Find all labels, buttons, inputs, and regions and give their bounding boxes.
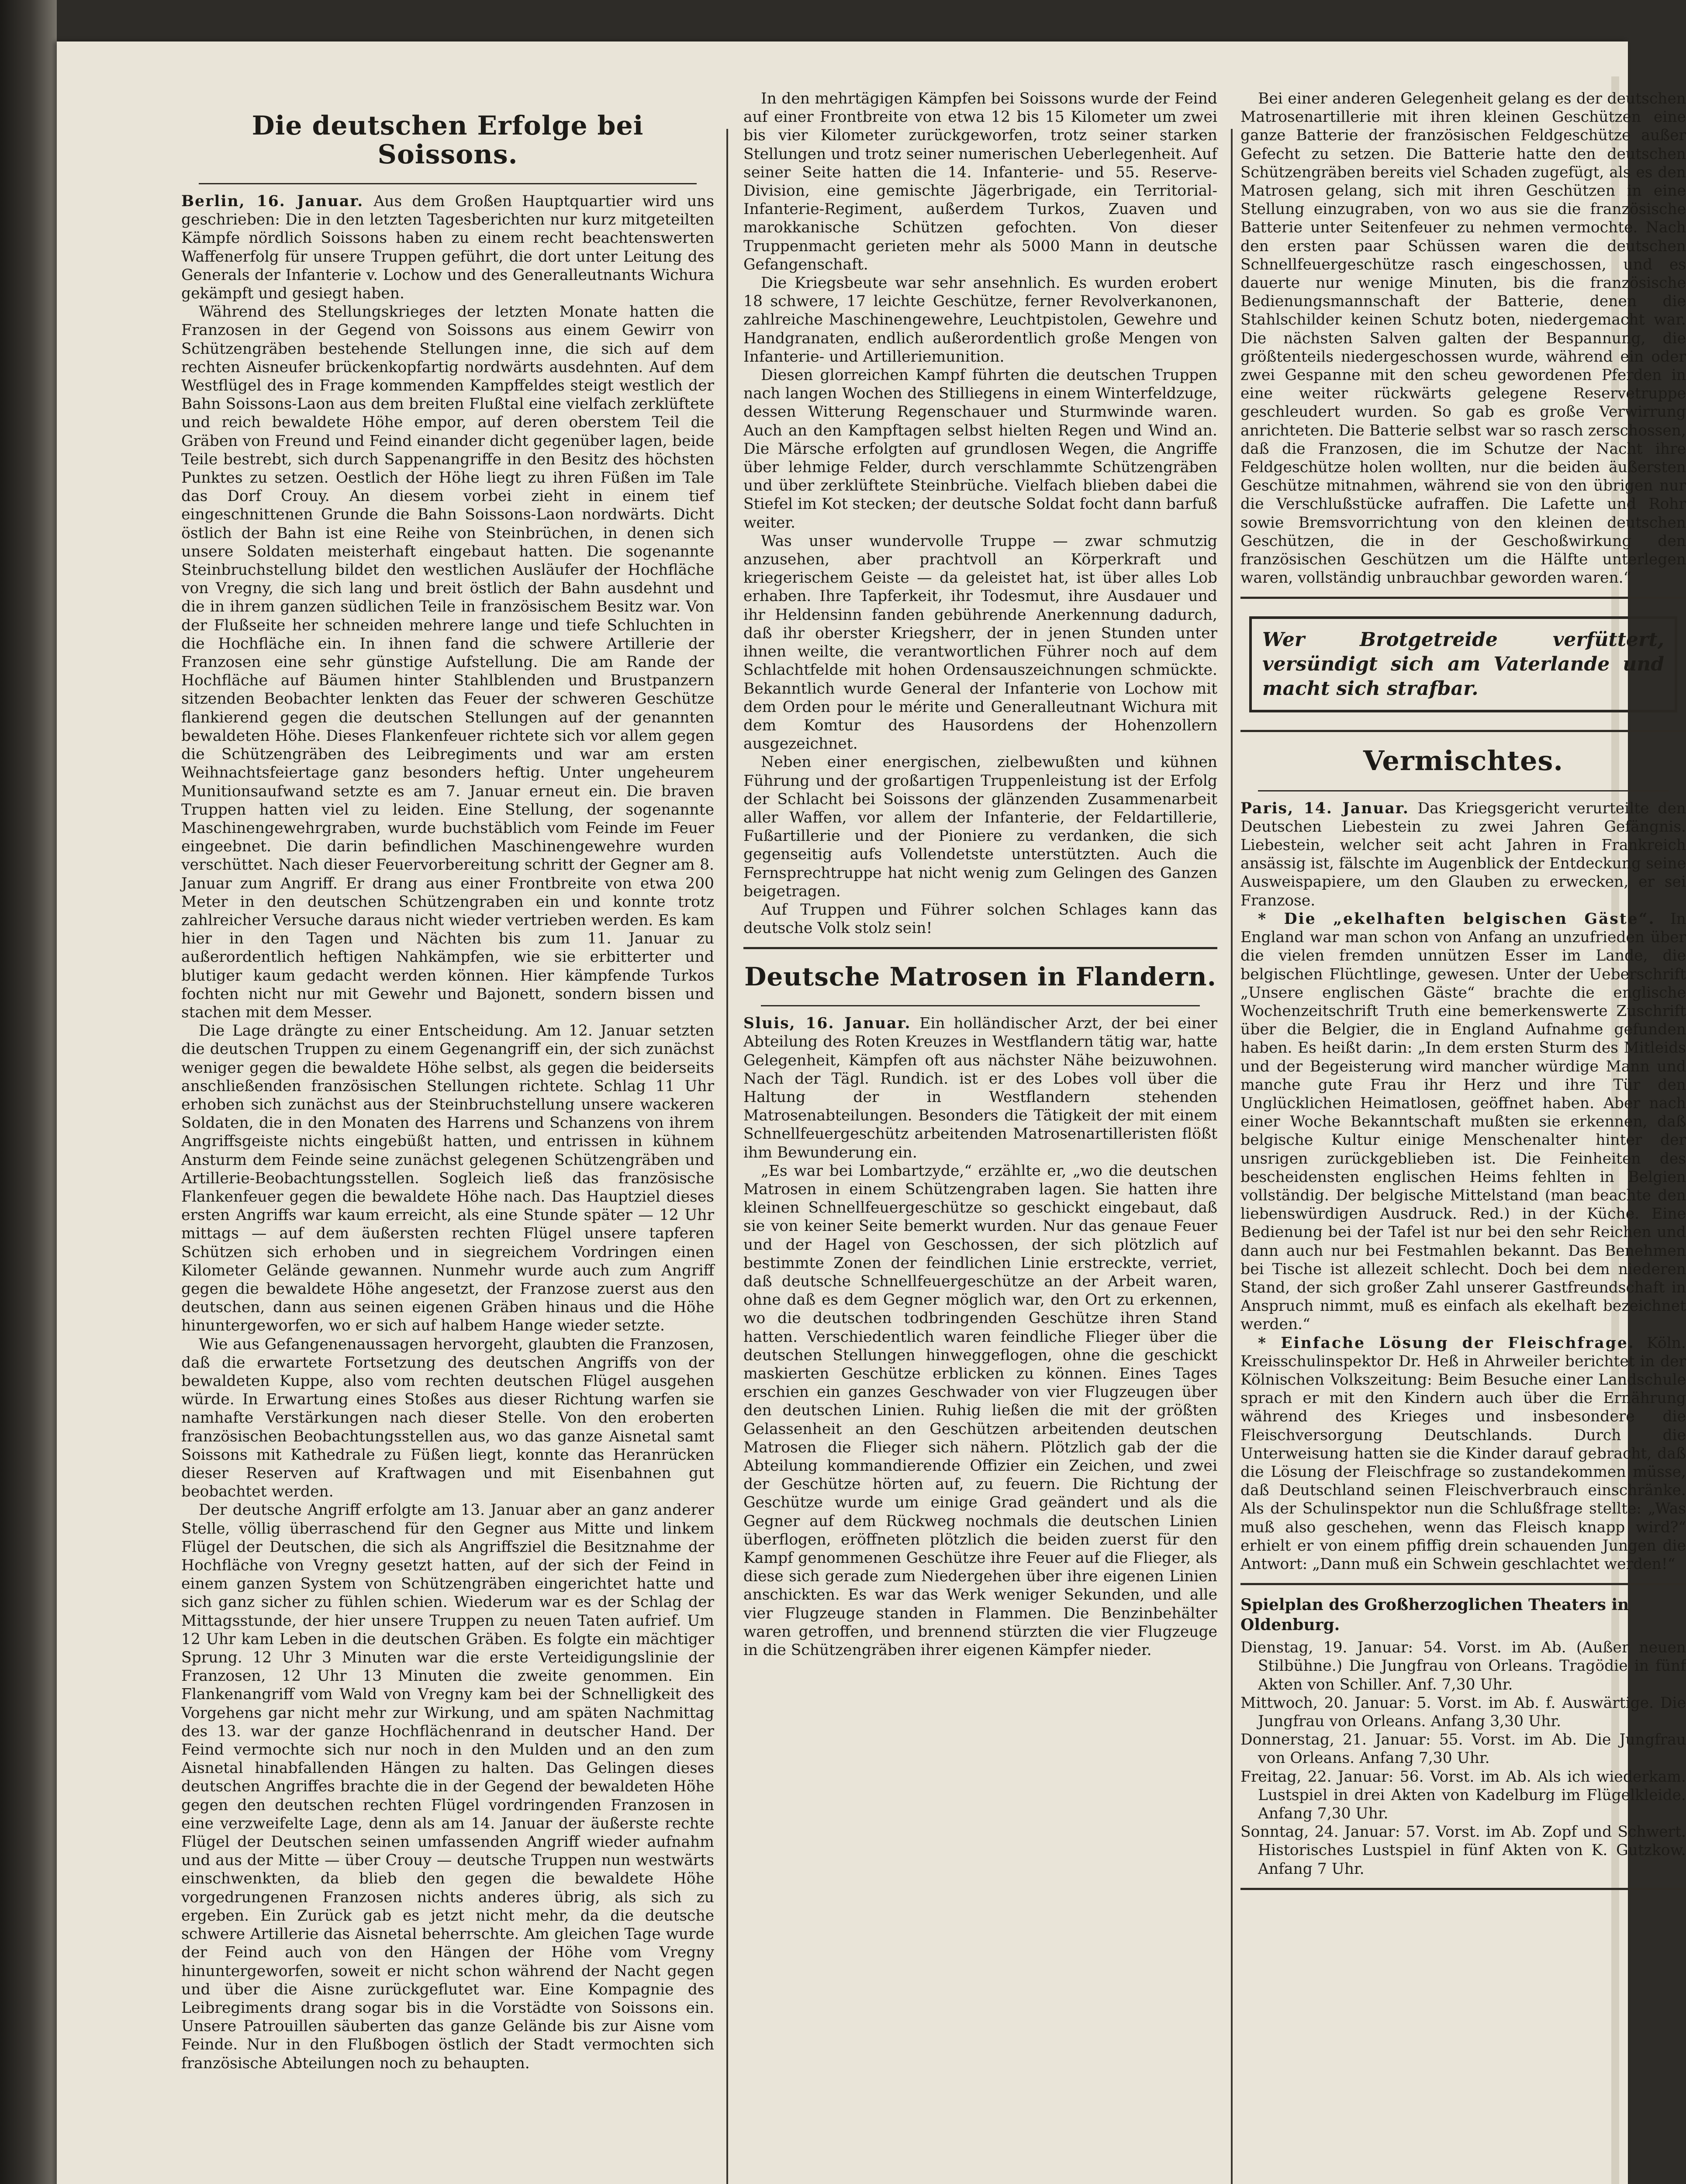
paragraph-text: Aus dem Großen Hauptquartier wird uns geschrieben: Die in den letzten Tagesberichten nur kurz mitgeteilten Kämpfe nördlich Soissons haben zu einem recht beachtenswerten Waffenerfolg für unsere Truppen geführt, die dort unter Leitung des Generals der Infanterie v. Lochow und des Generalleutnants Wichura gekämpft und gesiegt haben. [181,193,714,303]
article-paragraph: In den mehrtägigen Kämpfen bei Soissons wurde der Feind auf einer Frontbreite von etwa 12 bis 15 Kilometer um zwei bis vier Kilometer zurückgeworfen, trotz seiner starken Stellungen und trotz seiner numerischen Ueberlegenheit. Auf seiner Seite hatten die 14. Infanterie- und 55. Reserve-Division, eine gemischte Jägerbrigade, ein Territorial-Infanterie-Regiment, außerdem Turkos, Zuaven und marokkanische Schützen gefochten. Von dieser Truppenmacht gerieten mehr als 5000 Mann in deutsche Gefangenschaft. [743,90,1217,273]
column-rule [1231,129,1233,2184]
paragraph-text: Ein holländischer Arzt, der bei einer Abteilung des Roten Kreuzes in Westflandern tätig war, hatte Gelegenheit, Kämpfen oft aus nächster Nähe beizuwohnen. Nach der Tägl. Rundich. ist er des Lobes voll über die Haltung der in Westflandern stehenden Matrosenabteilungen. Besonders die Tätigkeit der mit einem Schnellfeuergeschütz arbeitenden Matrosenartilleristen flößt ihm Bewunderung ein. [743,1015,1218,1161]
column-2 [743,90,1217,2184]
divider [1240,730,1686,732]
article-paragraph [181,192,714,303]
column-1 [181,90,714,2184]
dateline: Berlin, 16. Januar. [181,193,364,210]
divider [1240,597,1686,599]
theater-entry: Mittwoch, 20. Januar: 5. Vorst. im Ab. f. Auswärtige. Die Jungfrau von Orleans. Anfang 3,30 Uhr. [1240,1694,1686,1731]
notice-box: Wer Brotgetreide verfüttert, versündigt sich am Vaterlande und macht sich strafbar. [1249,616,1677,712]
article-paragraph: Die Kriegsbeute war sehr ansehnlich. Es wurden erobert 18 schwere, 17 leichte Geschütze, ferner Revolverkanonen, zahlreiche Maschinengewehre, Leuchtpistolen, Gewehre und Handgranaten, endlich außerordentlich große Mengen von Infanterie- und Artilleriemunition. [743,274,1217,366]
article-headline: Die deutschen Erfolge bei Soissons. [252,111,644,170]
article-paragraph: Der deutsche Angriff erfolgte am 13. Januar aber an ganz anderer Stelle, völlig überraschend für den Gegner aus Mitte und linkem Flügel der Deutschen, die sich als Angriffsziel die Besitznahme der Hochfläche von Vregny gesetzt hatten, auf der sich der Feind in einem ganzen System von Schützengräben eingerichtet hatte und sich ganz sicher zu fühlen schien. Wiederum war es der Schlag der Mittagsstunde, der hier unsere Truppen zu neuen Taten aufrief. Um 12 Uhr kam Leben in die deutschen Gräben. Es folgte ein mächtiger Sprung. 12 Uhr 3 Minuten war die erste Verteidigungslinie der Franzosen, 12 Uhr 13 Minuten die zweite genommen. Ein Flankenangriff vom Wald von Vregny kam bei der Schnelligkeit des Vorgehens gar nicht mehr zur Wirkung, und am späten Nachmittag des 13. war der ganze Hochflächenrand in deutscher Hand. Der Feind vermochte sich nur noch in den Mulden und an den zum Aisnetal hinabfallenden Hängen zu halten. Das Gelingen dieses deutschen Angriffes brachte die in der Gegend der bewaldeten Höhe gegen den deutschen rechten Flügel vordringenden Franzosen in eine verzweifelte Lage, denn als am 14. Januar der äußerste rechte Flügel der Deutschen seinen umfassenden Angriff wieder aufnahm und aus der Mitte — über Crouy — deutsche Truppen nun westwärts einschwenkten, da blieb den gegen die bewaldete Höhe vorgedrungenen Franzosen nichts anderes übrig, als sich zu ergeben. Ein Zurück gab es jetzt nicht mehr, da die deutsche schwere Artillerie das Aisnetal beherrschte. Am gleichen Tage wurde der Feind auch von den Hängen der Höhe vom Vregny hinuntergeworfen, soweit er nicht schon während der Nacht gegen und über die Aisne zurückgeflutet war. Eine Kompagnie des Leibregiments drang sogar bis in die Vorstädte von Soissons ein. Unsere Patrouillen säuberten das ganze Gelände bis zur Aisne vom Feinde. Nur in den Flußbogen östlich der Stadt vermochten sich französische Abteilungen noch zu behaupten. [181,1501,714,2072]
theater-entry: Sonntag, 24. Januar: 57. Vorst. im Ab. Zopf und Schwert. Historisches Lustspiel in fünf Akten von K. Gutzkow. Anfang 7 Uhr. [1240,1823,1686,1878]
article-paragraph: Diesen glorreichen Kampf führten die deutschen Truppen nach langen Wochen des Stilliegens in einem Winterfeldzuge, dessen Witterung Regenschauer und Sturmwinde waren. Auch an den Kampftagen selbst hielten Regen und Wind an. Die Märsche erfolgten auf grundlosen Wegen, die Angriffe über lehmige Felder, durch verschlammte Schützengräben und über zerklüftete Steinbrüche. Vielfach blieben dabei die Stiefel im Kot stecken; der deutsche Soldat focht dann barfuß weiter. [743,366,1217,532]
article-paragraph: Neben einer energischen, zielbewußten und kühnen Führung und der großartigen Truppenleistung ist der Erfolg der Schlacht bei Soissons der glänzenden Zusammenarbeit aller Waffen, vor allem der Infanterie, der Feldartillerie, Fußartillerie und der Pioniere zu verdanken, die sich gegenseitig aufs Vollendetste unterstützten. Auch die Fernsprechtruppe hat nicht wenig zum Gelingen des Ganzen beigetragen. [743,753,1217,900]
theater-entry: Donnerstag, 21. Januar: 55. Vorst. im Ab. Die Jungfrau von Orleans. Anfang 7,30 Uhr. [1240,1731,1686,1767]
article-paragraph [1240,910,1686,1334]
article-paragraph: Auf Truppen und Führer solchen Schlages kann das deutsche Volk stolz sein! [743,901,1217,937]
section-headline: Vermischtes. [1363,745,1563,777]
divider [1240,1583,1686,1585]
divider [1240,1888,1686,1890]
dateline: Sluis, 16. Januar. [743,1015,911,1033]
article-headline: Deutsche Matrosen in Flandern. [744,962,1216,992]
theater-entry: Dienstag, 19. Januar: 54. Vorst. im Ab. (Außer neuen Stilbühne.) Die Jungfrau von Orleans. Tragödie in fünf Akten von Schiller. Anf. 7,30 Uhr. [1240,1639,1686,1693]
article-paragraph: Während des Stellungskrieges der letzten Monate hatten die Franzosen in der Gegend von Soissons aus einem Gewirr von Schützengräben bestehende Stellungen inne, die sich auf dem rechten Aisneufer brückenkopfartig nordwärts ausdehnten. Auf dem Westflügel des in Frage kommenden Kampffeldes steigt westlich der Bahn Soissons-Laon aus dem breiten Flußtal eine vielfach zerklüftete und reich bewaldete Höhe empor, auf deren oberstem Teil die Gräben von Freund und Feind einander dicht gegenüber lagen, beide Teile bestrebt, sich durch Sappenangriffe in den Besitz des höchsten Punktes zu setzen. Oestlich der Höhe liegt zu ihren Füßen im Tale das Dorf Crouy. An diesem vorbei zieht in einem tief eingeschnittenen Grunde die Bahn Soissons-Laon nordwärts. Dicht östlich der Bahn ist eine Reihe von Steinbrüchen, in denen sich unsere Soldaten meisterhaft eingebaut hatten. Die sogenannte Steinbruchstellung bildet den westlichen Ausläufer der Hochfläche von Vregny, die sich lang und breit östlich der Bahn ausdehnt und die in ihrem ganzen südlichen Teile in französischem Besitz war. Von der Flußseite her schneiden mehrere lange und tiefe Schluchten in die Hochfläche ein. In ihnen fand die schwere Artillerie der Franzosen eine sehr günstige Aufstellung. Die am Rande der Hochfläche auf Bäumen hinter Stahlblenden und Brustpanzern sitzenden Beobachter lenkten das Feuer der schweren Geschütze flankierend gegen die deutschen Stellungen auf der genannten bewaldeten Höhe. Dieses Flankenfeuer richtete sich vor allem gegen die Schützengräben des Leibregiments und war am ersten Weihnachtsfeiertage ganz besonders heftig. Unter ungeheurem Munitionsaufwand setzte es am 7. Januar erneut ein. Die braven Truppen hatten viel zu leiden. Eine Stellung, der sogenannte Maschinengewehrgraben, wurde buchstäblich vom Feinde im Feuer eingeebnet. Die darin befindlichen Maschinengewehre wurden verschüttet. Nach dieser Feuervorbereitung schritt der Gegner am 8. Januar zum Angriff. Er drang aus einer Frontbreite von etwa 200 Meter in den deutschen Schützengraben ein und konnte trotz zahlreicher Versuche daraus nicht wieder vertrieben werden. Es kam hier in den Tagen und Nächten bis zum 11. Januar zu außerordentlich heftigen Nahkämpfen, wie sie erbitterter und blutiger kaum gedacht werden können. Hier kämpfende Turkos fochten nicht nur mit Gewehr und Bajonett, sondern bissen und stachen mit dem Messer. [181,303,714,1021]
column-rule [726,129,728,2184]
article-paragraph: Was unser wundervolle Truppe — zwar schmutzig anzusehen, aber prachtvoll an Körperkraft und kriegerischem Geiste — da geleistet hat, ist über alles Lob erhaben. Ihre Tapferkeit, ihr Todesmut, ihre Ausdauer und ihr Heldensinn fanden gebührende Anerkennung dadurch, daß ihr oberster Kriegsherr, der in jenen Stunden unter ihnen weilte, die verantwortlichen Führer noch auf dem Schlachtfelde mit hohen Ordensauszeichnungen schmückte. Bekanntlich wurde General der Infanterie von Lochow mit dem Orden pour le mérite und Generalleutnant Wichura mit dem Komtur des Hausordens der Hohenzollern ausgezeichnet. [743,532,1217,753]
article-paragraph: Wie aus Gefangenenaussagen hervorgeht, glaubten die Franzosen, daß die erwartete Fortsetzung des deutschen Angriffs von der bewaldeten Kuppe, also vom rechten deutschen Flügel ausgehen würde. In Erwartung eines Stoßes aus dieser Richtung warfen sie namhafte Verstärkungen nach dieser Stelle. Von den eroberten französischen Beobachtungsstellen aus, wo das ganze Aisnetal samt Soissons mit Kathedrale zu Füßen liegt, konnte das Heranrücken dieser Reserven auf Kraftwagen und mit Eisenbahnen gut beobachtet werden. [181,1335,714,1501]
theater-title: Spielplan des Großherzoglichen Theaters in Oldenburg. [1240,1596,1629,1635]
dateline: Paris, 14. Januar. [1240,799,1409,817]
article-paragraph [1240,799,1686,910]
article-paragraph [743,1014,1217,1162]
item-heading: * Die „ekelhaften belgischen Gäste“. [1258,910,1655,928]
book-spine [0,0,57,2184]
article-paragraph: Die Lage drängte zu einer Entscheidung. Am 12. Januar setzten die deutschen Truppen zu einem Gegenangriff ein, der sich zunächst weniger gegen die bewaldete Höhe selbst, als gegen die beiderseits anschließenden französischen Stellungen richtete. Schlag 11 Uhr erhoben sich zunächst aus der Steinbruchstellung unsere wackeren Soldaten, die in den Monaten des Harrens und Schanzens von ihrem Angriffsgeiste nichts eingebüßt hatten, und entrissen in kühnem Ansturm dem Feinde seine zunächst gelegenen Schützengräben und Artillerie-Beobachtungsstellen. Sogleich ließ das französische Flankenfeuer gegen die bewaldete Höhe nach. Das Hauptziel dieses ersten Angriffs war kaum erreicht, als eine Stunde später — 12 Uhr mittags — auf dem äußersten rechten Flügel unsere tapferen Schützen sich erhoben und in siegreichem Vordringen einen Kilometer Gelände gewannen. Nunmehr wurde auch zum Angriff gegen die bewaldete Höhe angesetzt, der Franzose zuerst aus den deutschen, dann aus seinen eigenen Gräben hinaus und die Höhe hinuntergeworfen, wo er sich auf halbem Hange wieder setzte. [181,1022,714,1335]
divider [1258,790,1669,791]
paragraph-text: Köln. Kreisschulinspektor Dr. Heß in Ahrweiler berichtet in der Kölnischen Volkszeitung: Beim Besuche einer Landschule sprach er mit den Kindern auch über die Ernährung während des Krieges und insbesondere die Fleischversorgung Deutschlands. Durch die Unterweisung hatten sie die Kinder darauf gebracht, daß die Lösung der Fleischfrage so zustandekommen müsse, daß Deutschland seinen Fleischverbrauch einschränke. Als der Schulinspektor nun die Schlußfrage stellte: „Was muß also geschehen, wenn das Fleisch knapp wird?“ erhielt er von einem pfiffig drein schauenden Jungen die Antwort: „Dann muß ein Schwein geschlachtet werden!“ [1240,1334,1686,1573]
newspaper-page [57,41,1686,2184]
item-heading: * Einfache Lösung der Fleischfrage. [1258,1334,1635,1352]
divider [199,183,697,184]
divider [743,947,1217,949]
paragraph-text: Das Kriegsgericht verurteilte den Deutschen Liebestein zu zwei Jahren Gefängnis. Liebestein, welcher seit acht Jahren in Frankreich ansässig ist, fälschte im Augenblick der Entdeckung seine Ausweispapiere, um den Glauben zu erwecken, er sei Franzose. [1240,799,1686,909]
paragraph-text: In England war man schon von Anfang an unzufrieden über die vielen fremden unnützen Esser im Lande, die belgischen Flüchtlinge, gewesen. Unter der Ueberschrift „Unsere englischen Gäste“ brachte die englische Wochenzeitschrift Truth eine bemerkenswerte Zuschrift über die Belgier, die in England Aufnahme gefunden haben. Es heißt darin: „In dem ersten Sturm des Mitleids und der Begeisterung wird mancher würdige Mann und manche gute Frau ihr Herz und ihre Tür den Unglücklichen Heimatlosen, geöffnet haben. Aber nach einer Woche Bekanntschaft mußten sie erkennen, daß belgische Kultur einige Menschenalter hinter der unsrigen zurückgeblieben ist. Die Feinheiten des bescheidensten englischen Heims fehlten in Belgien vollständig. Der belgische Mittelstand (man beachte den liebenswürdigen Ausdruck. Red.) in der Küche. Eine Bedienung bei der Tafel ist nur bei den sehr Reichen und dann auch nur bei Festmahlen bekannt. Das Benehmen bei Tische ist allezeit schlecht. Doch bei dem niederen Stand, der sich großer Zahl unserer Gastfreundschaft in Anspruch nimmt, muß es einfach als ekelhaft bezeichnet werden.“ [1240,910,1686,1334]
article-paragraph: „Es war bei Lombartzyde,“ erzählte er, „wo die deutschen Matrosen in einem Schützengraben lagen. Sie hatten ihre kleinen Schnellfeuergeschütze so geschickt eingebaut, daß sie von keiner Seite bemerkt wurden. Nur das genaue Feuer und der Hagel von Geschossen, der sich plötzlich auf bestimmte Zonen der feindlichen Linie erstreckte, verriet, daß deutsche Schnellfeuergeschütze an der Arbeit waren, ohne daß es dem Gegner möglich war, den Ort zu erkennen, wo die deutschen todbringenden Geschütze ihren Stand hatten. Verschiedentlich waren feindliche Flieger über die deutschen Stellungen hinweggeflogen, ohne die geschickt maskierten Geschütze erblicken zu können. Eines Tages erschien ein ganzes Geschwader von vier Flugzeugen über den deutschen Linien. Ruhig ließen die mit der größten Gelassenheit an den Geschützen arbeitenden deutschen Matrosen die Flieger sich nähern. Plötzlich gab der die Abteilung kommandierende Offizier ein Zeichen, und zwei der Geschütze hörten auf, zu feuern. Die Richtung der Geschütze wurde um einige Grad geändert und als die Gegner auf dem Rückweg nochmals die deutschen Linien überflogen, eröffneten plötzlich die beiden zuerst für den Kampf genommenen Geschütze ihre Feuer auf die Flieger, als diese sich gerade zum Niedergehen über ihre eigenen Linien anschickten. Es war das Werk weniger Sekunden, und alle vier Flugzeuge standen in Flammen. Die Benzinbehälter waren getroffen, und brennend stürzten die vier Flugzeuge in die Schützengräben ihrer eigenen Kämpfer nieder. [743,1162,1217,1659]
article-paragraph [1240,1334,1686,1574]
theater-entry: Freitag, 22. Januar: 56. Vorst. im Ab. Als ich wiederkam. Lustspiel in drei Akten von Kadelburg im Flügelkleide. Anfang 7,30 Uhr. [1240,1768,1686,1823]
article-paragraph: Bei einer anderen Gelegenheit gelang es der deutschen Matrosenartillerie mit ihren kleinen Geschützen eine ganze Batterie der französischen Feldgeschütze außer Gefecht zu setzen. Die Batterie hatte den deutschen Schützengräben bereits viel Schaden zugefügt, als es den Matrosen gelang, sich mit ihren Geschützen in eine Stellung einzugraben, von wo aus sie die französische Batterie unter Seitenfeuer zu nehmen vermochte. Nach den ersten paar Schüssen waren die deutschen Schnellfeuergeschütze rasch eingeschossen, und es dauerte nur wenige Minuten, bis die französische Bedienungsmannschaft der Batterie, denen die Stahlschilder keinen Schutz boten, niedergemacht war. Die nächsten Salven galten der Bespannung, die größtenteils niedergeschossen wurde, während ein oder zwei Gespanne mit den scheu gewordenen Pferden in eine weiter rückwärts gelegene Reservetruppe geschleudert wurden. So gab es große Verwirrung anrichteten. Die Batterie selbst war so rasch zerschossen, daß die Franzosen, die im Schutze der Nacht ihre Feldgeschütze holen wollten, nur die beiden äußersten Geschütze mitnahmen, während sie von den übrigen nur die Verschlußstücke aufraffen. Die Lafette und Rohr sowie Bremsvorrichtung von den kleinen deutschen Geschützen, die in der Geschoßwirkung den französischen Geschützen um die Hälfte unterlegen waren, vollständig unbrauchbar geworden waren.“ [1240,90,1686,587]
divider [761,1005,1200,1006]
column-3 [1240,90,1686,2184]
